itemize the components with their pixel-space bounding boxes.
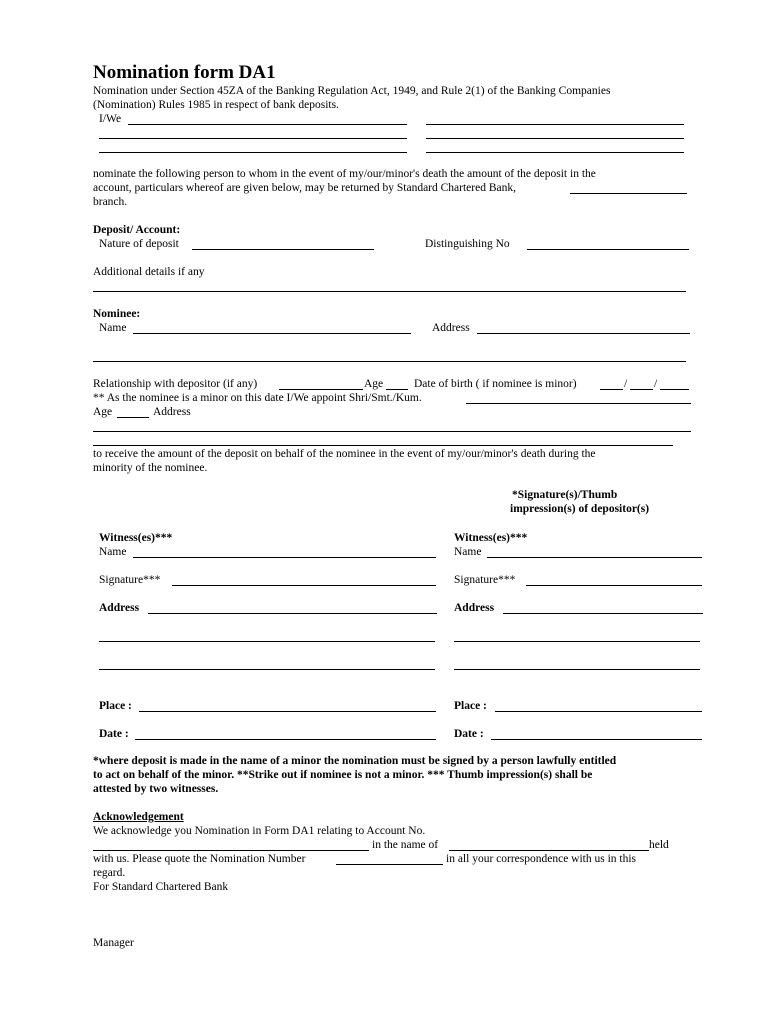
guardian-age-label: Age [93, 406, 113, 418]
receive-text-line-2: minority of the nominee. [93, 462, 208, 474]
ack-text-line-4: regard. [93, 867, 126, 879]
witness-left-address-field-3[interactable] [99, 669, 435, 670]
iwe-field-2[interactable] [426, 124, 684, 125]
receive-text-line-1: to receive the amount of the deposit on behalf of the nominee in the event of my/our/minor's death during the [93, 448, 596, 460]
ack-account-no-field[interactable] [93, 850, 369, 851]
note-line-2: to act on behalf of the minor. **Strike out if nominee is not a minor. *** Thumb impression(s) shall be [93, 769, 593, 781]
witness-right-address-field-2[interactable] [454, 641, 700, 642]
relationship-label: Relationship with depositor (if any) [93, 378, 258, 390]
witness-right-signature-field[interactable] [526, 585, 702, 586]
additional-details-label: Additional details if any [93, 266, 205, 278]
witness-left-signature-field[interactable] [172, 585, 436, 586]
note-line-3: attested by two witnesses. [93, 783, 219, 795]
guardian-address-field-2[interactable] [93, 445, 673, 446]
witness-right-name-field[interactable] [487, 557, 702, 558]
additional-details-field[interactable] [93, 291, 686, 292]
dob-slash-2: / [654, 378, 658, 390]
dob-month-field[interactable] [630, 389, 653, 390]
guardian-name-field[interactable] [466, 403, 691, 404]
form-title: Nomination form DA1 [93, 62, 276, 83]
witness-left-date-field[interactable] [135, 739, 436, 740]
iwe-field-3[interactable] [99, 138, 407, 139]
iwe-field-6[interactable] [426, 152, 684, 153]
witness-right-place-field[interactable] [495, 711, 702, 712]
witness-right-heading: Witness(es)*** [454, 532, 528, 544]
nominate-text-line-2: account, particulars whereof are given below, may be returned by Standard Chartered Bank, [93, 182, 516, 194]
witness-right-date-label: Date : [454, 728, 484, 740]
nominate-text-line-3: branch. [93, 196, 128, 208]
witness-left-address-field-2[interactable] [99, 641, 435, 642]
nominee-name-field[interactable] [133, 333, 411, 334]
guardian-age-field[interactable] [117, 417, 149, 418]
minor-appoint-text: ** As the nominee is a minor on this date I/We appoint Shri/Smt./Kum. [93, 392, 422, 404]
dob-year-field[interactable] [660, 389, 689, 390]
witness-left-name-field[interactable] [133, 557, 436, 558]
ack-text-line-1: We acknowledge you Nomination in Form DA1 relating to Account No. [93, 825, 426, 837]
distinguishing-no-label: Distinguishing No [425, 238, 510, 250]
guardian-address-field[interactable] [93, 431, 691, 432]
dob-slash-1: / [624, 378, 628, 390]
nominate-text-line-1: nominate the following person to whom in the event of my/our/minor's death the amount of the deposit in the [93, 168, 596, 180]
note-line-1: *where deposit is made in the name of a minor the nomination must be signed by a person lawfully entitled [93, 755, 617, 767]
ack-for-bank: For Standard Chartered Bank [93, 881, 229, 893]
intro-text-line-1: Nomination under Section 45ZA of the Banking Regulation Act, 1949, and Rule 2(1) of the Banking Companies [93, 85, 611, 97]
ack-name-field[interactable] [449, 850, 649, 851]
witness-right-address-field-3[interactable] [454, 669, 700, 670]
nominee-name-label: Name [99, 322, 127, 334]
iwe-label: I/We [99, 113, 122, 125]
witness-right-signature-label: Signature*** [454, 574, 516, 586]
signature-heading-line-2: impression(s) of depositor(s) [510, 503, 650, 515]
nominee-address-label: Address [432, 322, 470, 334]
acknowledgement-heading: Acknowledgement [93, 811, 184, 823]
witness-right-place-label: Place : [454, 700, 487, 712]
witness-right-address-field[interactable] [503, 613, 703, 614]
witness-left-signature-label: Signature*** [99, 574, 161, 586]
intro-text-line-2: (Nomination) Rules 1985 in respect of bank deposits. [93, 99, 339, 111]
guardian-address-label: Address [153, 406, 191, 418]
ack-nomination-number-field[interactable] [336, 864, 443, 865]
witness-left-place-field[interactable] [139, 711, 436, 712]
dob-label: Date of birth ( if nominee is minor) [414, 378, 577, 390]
witness-left-address-label: Address [99, 602, 140, 614]
ack-text-line-3a: with us. Please quote the Nomination Number [93, 853, 306, 865]
nominee-age-label: Age [364, 378, 384, 390]
iwe-field-4[interactable] [426, 138, 684, 139]
witness-left-name-label: Name [99, 546, 127, 558]
nominee-address-field-2[interactable] [93, 361, 686, 362]
witness-right-address-label: Address [454, 602, 495, 614]
witness-right-date-field[interactable] [491, 739, 702, 740]
witness-right-name-label: Name [454, 546, 482, 558]
witness-left-address-field[interactable] [148, 613, 437, 614]
ack-in-name-of: in the name of [372, 839, 439, 851]
nature-of-deposit-field[interactable] [192, 249, 374, 250]
ack-manager: Manager [93, 937, 134, 949]
nominee-address-field[interactable] [477, 333, 690, 334]
ack-text-line-3b: in all your correspondence with us in this [446, 853, 637, 865]
witness-left-date-label: Date : [99, 728, 129, 740]
witness-left-heading: Witness(es)*** [99, 532, 173, 544]
deposit-heading: Deposit/ Account: [93, 224, 181, 236]
nominee-heading: Nominee: [93, 308, 141, 320]
witness-left-place-label: Place : [99, 700, 132, 712]
iwe-field-1[interactable] [128, 124, 407, 125]
dob-day-field[interactable] [600, 389, 623, 390]
branch-field[interactable] [570, 193, 687, 194]
relationship-field[interactable] [279, 389, 363, 390]
iwe-field-5[interactable] [99, 152, 407, 153]
signature-heading-line-1: *Signature(s)/Thumb [512, 489, 618, 501]
nature-of-deposit-label: Nature of deposit [99, 238, 179, 250]
ack-held: held [649, 839, 669, 851]
distinguishing-no-field[interactable] [527, 249, 689, 250]
nominee-age-field[interactable] [386, 389, 408, 390]
